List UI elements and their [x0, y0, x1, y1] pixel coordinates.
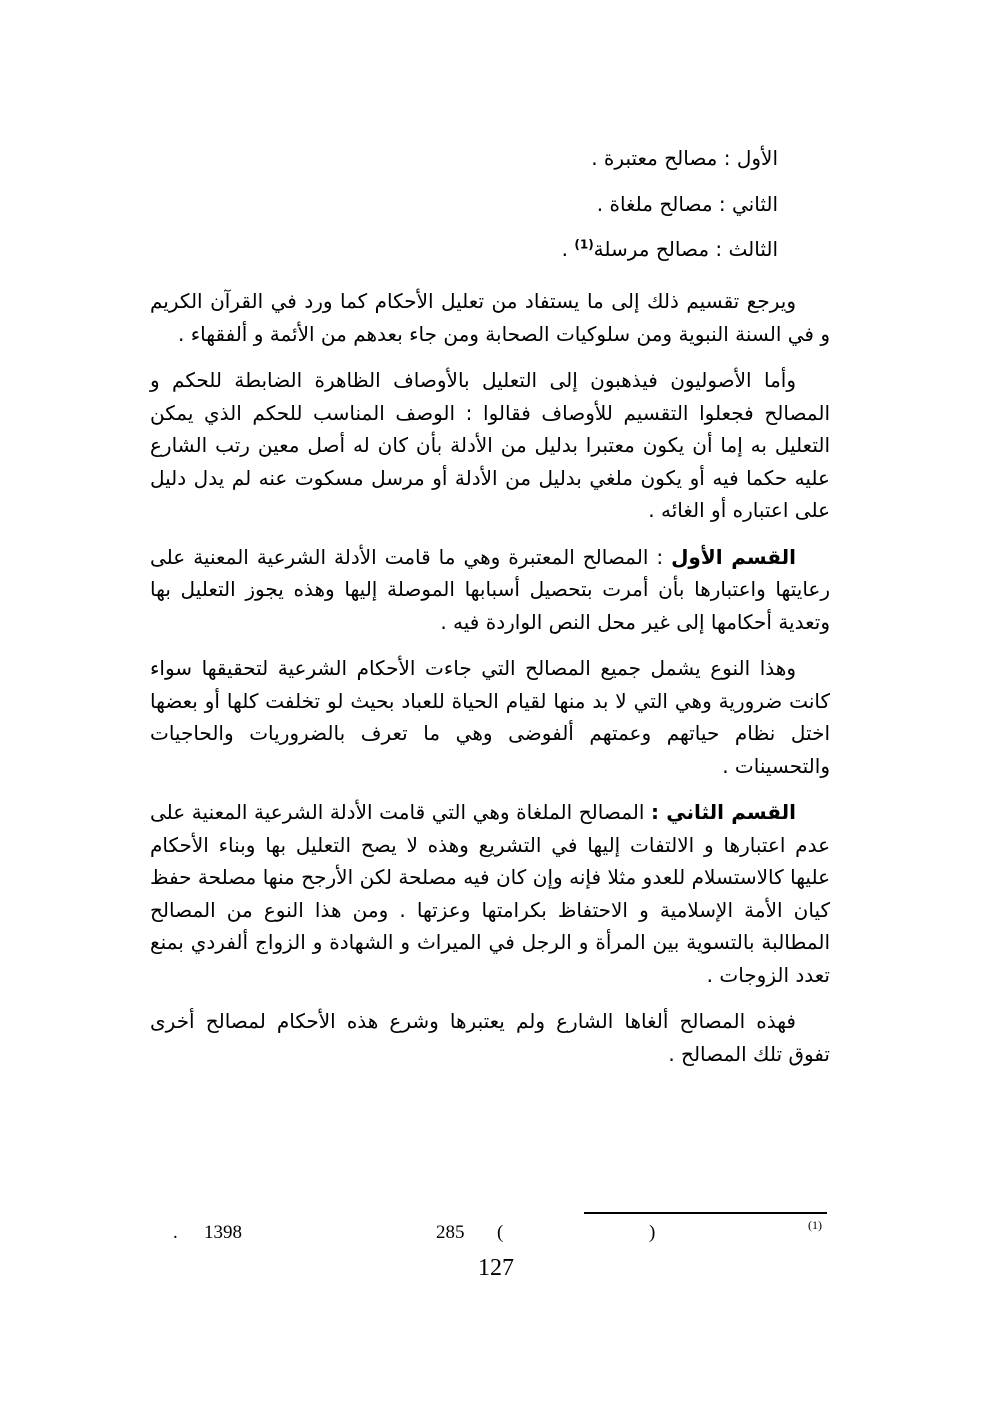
paragraph: القسم الثاني : المصالح الملغاة وهي التي قامت الأدلة الشرعية المعنية على عدم اعتبارها و الالتفات إليها في التشريع وهذه لا يصح التعليل بها وبناء الأحكام عليها كالاستسلام للعدو مثلا فإنه وإن كان فيه مصلحة لكن الأرجح منها مصلحة حفظ كيان الأمة الإسلامية و الاحتفاظ بكرامتها وعزتها . ومن هذا النوع من المصالح المطالبة بالتسوية بين المرأة و الرجل في الميراث و الشهادة و الزواج ألفردي بمنع تعدد الزوجات .	[150, 800, 830, 987]
footnote-paren-open: (	[497, 1222, 504, 1243]
footnote-page: 285	[436, 1222, 465, 1243]
footnote-ref[interactable]: (1)	[574, 237, 594, 252]
section-heading: القسم الأول	[671, 544, 796, 569]
body-text	[150, 285, 830, 1084]
paragraph: القسم الأول : المصالح المعتبرة وهي ما قامت الأدلة الشرعية المعنية على رعايتها واعتبارها بأن أمرت بتحصيل أسبابها الموصلة إليها وهذه يجوز التعليل بها وتعدية أحكامها إلى غير محل النص الواردة فيه .	[150, 544, 830, 634]
list-item: الأول : مصالح معتبرة .	[591, 146, 778, 170]
page-number: 127	[478, 1255, 514, 1281]
list-item: الثالث : مصالح مرسلة$^{(1)}$ .	[561, 237, 778, 261]
footnote	[140, 1218, 832, 1250]
paragraph: ويرجع تقسيم ذلك إلى ما يستفاد من تعليل الأحكام كما ورد في القرآن الكريم و في السنة النبوية ومن سلوكيات الصحابة ومن جاء بعدهم من الأئمة و ألفقهاء .	[150, 289, 830, 346]
paragraph: وأما الأصوليون فيذهبون إلى التعليل بالأوصاف الظاهرة الضابطة للحكم و المصالح فجعلوا التقسيم للأوصاف فقالوا : الوصف المناسب للحكم الذي يمكن التعليل به إما أن يكون معتبرا بدليل من الأدلة بأن كان له أصل معين رتب الشارع عليه حكما فيه أو يكون ملغي بدليل من الأدلة أو مرسل مسكوت عنه لم يدل دليل على اعتباره أو الغائه .	[150, 368, 830, 522]
footnote-dot: .	[173, 1222, 178, 1243]
paragraph: وهذا النوع يشمل جميع المصالح التي جاءت الأحكام الشرعية لتحقيقها سواء كانت ضرورية وهي التي لا بد منها لقيام الحياة للعباد بحيث لو تخلفت كلها أو بعضها اختل نظام حياتهم وعمتهم ألفوضى وهي ما تعرف بالضروريات والحاجيات والتحسينات .	[150, 656, 830, 778]
footnote-divider	[584, 1212, 827, 1214]
classification-list	[150, 142, 830, 279]
paragraph: فهذه المصالح ألغاها الشارع ولم يعتبرها وشرع هذه الأحكام لمصالح أخرى تفوق تلك المصالح .	[150, 1009, 830, 1066]
footnote-year: 1398	[204, 1222, 242, 1243]
section-heading: القسم الثاني :	[651, 800, 796, 824]
footnote-mark: (1)	[808, 1218, 822, 1232]
footnote-paren-close: )	[649, 1222, 656, 1243]
list-item: الثاني : مصالح ملغاة .	[596, 191, 778, 216]
